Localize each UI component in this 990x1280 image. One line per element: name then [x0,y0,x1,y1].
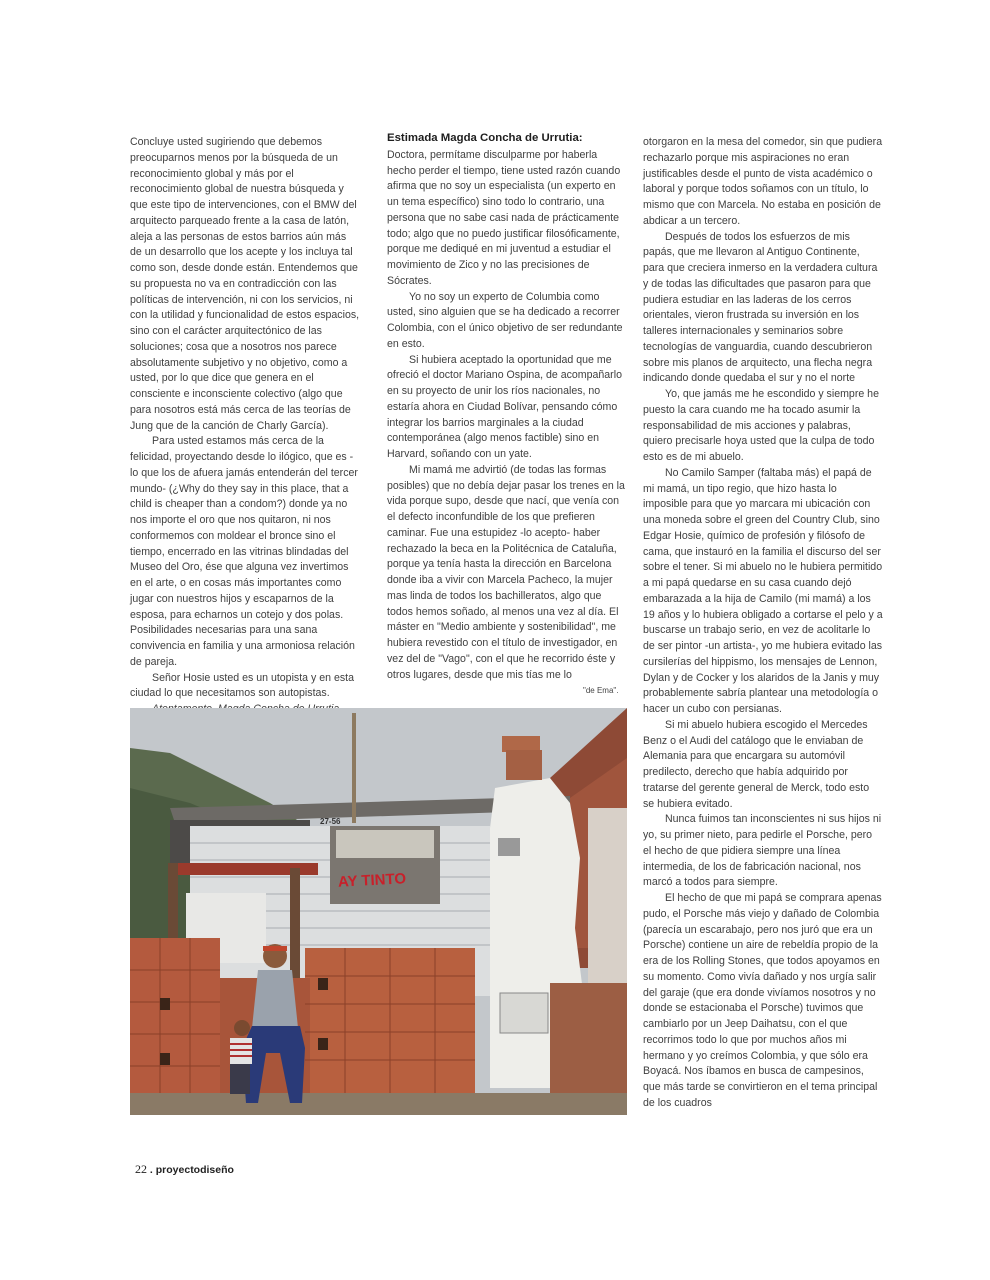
house-number: 27-56 [320,817,341,826]
paragraph: Yo, que jamás me he escondido y siempre he puesto la cara cuando me ha tocado asumir la responsabilidad de mis acciones y palabras, quiero precisarle hoya usted que la culpa de todo esto es de mi abuelo. [643,388,879,463]
paragraph: Si hubiera aceptado la oportunidad que me ofreció el doctor Mariano Ospina, de acompañarlo en su proyecto de unir los ríos nacionales, no estaría ahora en Ciudad Bolívar, pensando cómo integrar los barrios marginales a la ciudad contemporánea (algo menos factible) sino en Harvard, soñando con un yate. [387,353,622,460]
paragraph: Señor Hosie usted es un utopista y en esta ciudad lo que necesitamos son autopistas. [130,671,354,700]
paragraph: Doctora, permítame disculparme por haberla hecho perder el tiempo, tiene usted razón cuando afirma que no soy un especialista (un experto en un tema específico) sino todo lo contrario, una persona que no sabe casi nada de prácticamente todo; algo que no puedo justificar filosóficamente, porque me dediqué en mi juventud a estudiar el movimiento de Zico y no las precisiones de Sócrates. [387,148,621,287]
photo-caption: "de Ema". [583,686,619,695]
paragraph: otorgaron en la mesa del comedor, sin que pudiera rechazarlo porque mis aspiraciones no eran justificables desde el punto de vista académico o laboral y porque todos soñamos con un título, lo mismo que con Marcela. No estaba en posición de abdicar a un tercero. [643,136,883,227]
graffiti-sign: AY TINTO [337,870,407,891]
photo-illustration [130,708,627,1115]
publication-name: . proyectodiseño [149,1164,234,1176]
column-middle [387,131,625,683]
paragraph: Si mi abuelo hubiera escogido el Mercedes Benz o el Audi del catálogo que le enviaban de Alemania para que encargara su automóvil predilecto, derecho que había adquirido por tratarse del gerente general de Merck, todo esto se hubiera evitado. [643,718,870,810]
photo-shanty-house [130,708,627,1115]
paragraph: Mi mamá me advirtió (de todas las formas posibles) que no debía dejar pasar los trenes en la vida porque supo, desde que nací, que venía con el defecto inconfundible de los que prefieren caminar. Fue una estupidez -lo acepto- haber rechazado la beca en la Politécnica de Cataluña, porque ya tenía hasta la dirección en Barcelona donde iba a vivir con Marcela Pacheco, la mujer mas linda de todos los bachilleratos, algo que todos hemos soñado, al menos una vez al día. El máster en "Medio ambiente y sostenibilidad", me hubiera revestido con el título de investigador, en vez del de "Vago", con el que he recorrido éste y otros lugares, desde que mis tías me lo [387,463,625,681]
paragraph: Para usted estamos más cerca de la felicidad, proyectando desde lo ilógico, que es -lo que los de afuera jamás entenderán del tercer mundo- (¿Why do they say in this place, that a child is cheaper than a condom?) donde ya no nos importe el oro que nos quitaron, ni nos conformemos con moldear el bronce sino el tiempo, encerrado en las vitrinas blindadas del Museo del Oro, ése que alguna vez invertimos en el arte, o en cosas más importantes como jugar con nuestros hijos y escaparnos de la esposa, para echarnos un cotejo y dos polas. Posibilidades necesarias para una sana convivencia en familia y una armoniosa relación de pareja. [130,435,358,668]
paragraph: No Camilo Samper (faltaba más) el papá de mi mamá, un tipo regio, que hizo hasta lo imposible para que yo marcara mi ubicación con una moneda sobre el green del Country Club, sino Edgar Hosie, químico de profesión y filósofo de cama, que instauró en la familia el discurso del ser sobre el tener. Si mi abuelo no le hubiera permitido a mi papá quedarse en su casa cuando dejó embarazada a la hija de Camilo (mi mamá) a los 19 años y lo hubiera obligado a cortarse el pelo y a buscarse un trabajo serio, en vez de acolitarle lo de ser pintor -un artista-, yo me hubiera evitado las cursilerías del hippismo, los mensajes de Lennon, Dylan y de Cocker y los alaridos de la Janis y muy probablemente sabría plantear una metodología o hacer un cubo con persianas. [643,466,883,715]
paragraph: Después de todos los esfuerzos de mis papás, que me llevaron al Antiguo Continente, para que creciera inmerso en la verdadera cultura y de todas las dificultades que pasaron para que pudiera estudiar en las laderas de los cerros orientales, vieron frustrada su inversión en los talleres internacionales y seminarios sobre tecnologías de vanguardia, cuando descubrieron sobre mis planos de arquitecto, una flecha negra indicando donde quedaba el sur y no el norte [643,230,878,385]
letter-heading: Estimada Magda Concha de Urrutia: [387,132,583,144]
page-footer [135,1162,234,1177]
page-number: 22 [135,1162,147,1176]
paragraph: Concluye usted sugiriendo que debemos preocuparnos menos por la búsqueda de un reconocimiento global y más por el reconocimiento global de nuestra búsqueda y que este tipo de intervenciones, con el BMW del arquitecto parqueado frente a la casa de latón, aleja a las personas de estos barrios aún más de un desarrollo que los acepte y los incluya tal como son, desde donde están. Entendemos que su propuesta no va en contradicción con las políticas de intervención, ni con los servicios, ni con la utilidad y funcionalidad de estos espacios, sino con el carácter arquitectónico de las soluciones; cosa que a nosotros nos parece absolutamente subjetivo y no objetivo, como a usted, por lo que dice que genera en el consciente e inconsciente colectivo (algo que para nosotros está más cerca de las teorías de Jung que de la canción de Charly García). [130,136,360,432]
paragraph: El hecho de que mi papá se comprara apenas pudo, el Porsche más viejo y dañado de Colombia (parecía un escarabajo, pero nos juró que era un Porsche) contiene un aire de rebeldía propio de la era de los Rolling Stones, que todos apoyamos en su momento. Como vivía dañado y nos urgía salir del garaje (que era donde vivíamos nosotros y no donde se estacionaba el Porsche) tuvimos que cambiarlo por un Jeep Daihatsu, con el que recorrimos todo lo que por muchos años mi hermano y yo creímos Colombia, y que sólo era Boyacá. Nos íbamos en busca de campesinos, que más tarde se convirtieron en el tema principal de los cuadros [643,892,882,1109]
paragraph: Yo no soy un experto de Columbia como usted, sino alguien que se ha dedicado a recorrer Colombia, con el único objetivo de ser redundante en esto. [387,290,623,350]
paragraph: Nunca fuimos tan inconscientes ni sus hijos ni yo, su primer nieto, para pedirle el Porsche, pero el hecho de que pidiera siempre una línea intermedia, de los de fabricación nacional, nos marcó a todos para siempre. [643,813,882,889]
column-left [130,135,360,718]
column-right [643,135,883,1112]
